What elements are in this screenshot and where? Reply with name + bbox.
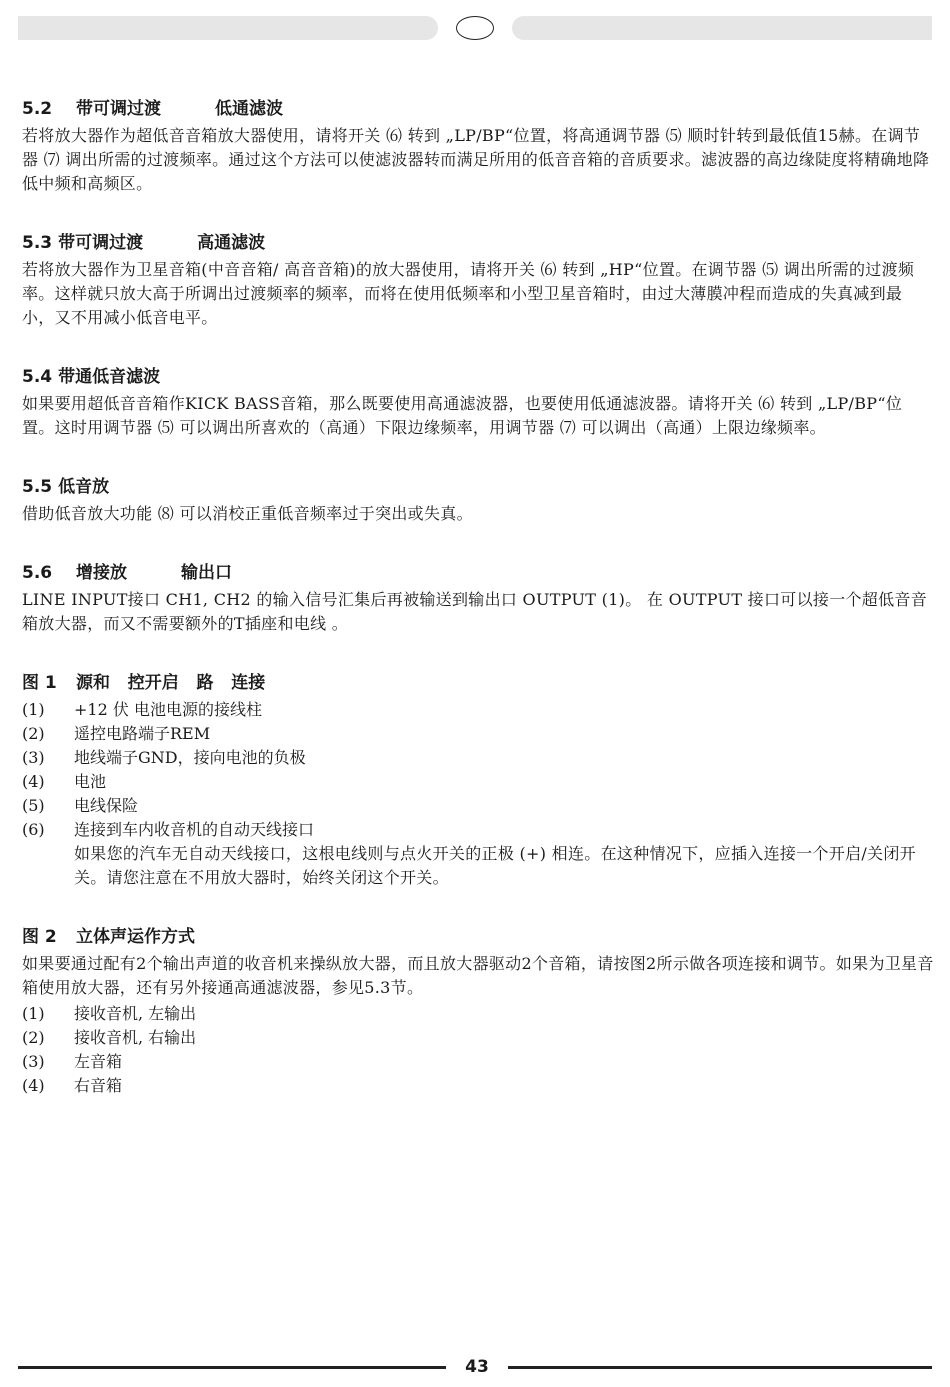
list-text: 地线端子GND，接向电池的负极	[74, 748, 306, 767]
list-item	[22, 770, 934, 794]
figure-number: 图 1	[22, 673, 57, 693]
section-number: 5.6	[22, 563, 53, 583]
section-paragraph: 借助低音放大功能 ⑻ 可以消校正重低音频率过于突出或失真。	[22, 504, 473, 523]
section-heading	[22, 96, 934, 122]
header-bar-left	[18, 16, 438, 40]
list-item	[22, 1026, 934, 1050]
header-bar-right	[512, 16, 932, 40]
list-item	[22, 1002, 934, 1026]
section-title-2: 高通滤波	[197, 233, 266, 253]
list-index: (2)	[22, 724, 45, 743]
section-title-2: 低通滤波	[215, 99, 283, 119]
list-index: (4)	[22, 1076, 45, 1095]
footer-rule-right	[508, 1366, 932, 1369]
footer-rule-left	[18, 1366, 446, 1369]
section-number: 5.3	[22, 233, 53, 253]
figure-1-section	[22, 670, 934, 890]
figure-2-section	[22, 924, 934, 1098]
figure-number: 图 2	[22, 927, 57, 947]
list-text: 遥控电路端子REM	[74, 724, 211, 743]
section-paragraph: 若将放大器作为超低音音箱放大器使用，请将开关 ⑹ 转到 „LP/BP“位置，将高通调节器 ⑸ 顺时针转到最低值15赫。在调节器 ⑺ 调出所需的过渡频率。通过这个方法可以使滤波器转而满足所用的低音音箱的音质要求。滤波器的高边缘陡度将精确地降低中频和高频区。	[22, 126, 930, 193]
list-item	[22, 1050, 934, 1074]
figure-2-list	[22, 1002, 934, 1098]
figure-title: 立体声运作方式	[76, 927, 195, 947]
section-heading	[22, 560, 934, 586]
list-index: (3)	[22, 1052, 45, 1071]
section-paragraph: LINE INPUT接口 CH1, CH2 的输入信号汇集后再被输送到输出口 OUTPUT (1)。 在 OUTPUT 接口可以接一个超低音音箱放大器，而又不需要额外的T插座和电线 。	[22, 590, 927, 633]
list-index: (4)	[22, 772, 45, 791]
section-title: 带通低音滤波	[58, 367, 161, 387]
list-item	[22, 698, 934, 722]
figure-heading	[22, 670, 934, 696]
section-paragraph: 若将放大器作为卫星音箱(中音音箱/ 高音音箱)的放大器使用，请将开关 ⑹ 转到 „HP“位置。在调节器 ⑸ 调出所需的过渡频率。这样就只放大高于所调出过渡频率的频率，而将在使用低频率和小型卫星音箱时，由过大薄膜冲程而造成的失真减到最小，又不用减小低音电平。	[22, 260, 915, 327]
section-paragraph: 如果要用超低音音箱作KICK BASS音箱，那么既要使用高通滤波器，也要使用低通滤波器。请将开关 ⑹ 转到 „LP/BP“位置。这时用调节器 ⑸ 可以调出所喜欢的（高通）下限边缘频率，用调节器 ⑺ 可以调出（高通）上限边缘频率。	[22, 394, 903, 437]
section-5-2	[22, 96, 934, 196]
section-title: 增接放	[76, 563, 127, 583]
figure-1-note: 如果您的汽车无自动天线接口，这根电线则与点火开关的正极 (+) 相连。在这种情况下，应插入连接一个开启/关闭开关。请您注意在不用放大器时，始终关闭这个开关。	[74, 844, 916, 887]
list-item	[22, 818, 934, 842]
list-index: (2)	[22, 1028, 45, 1047]
section-5-6	[22, 560, 934, 636]
list-text: 接收音机, 左输出	[74, 1004, 197, 1023]
figure-heading	[22, 924, 934, 950]
figure-title: 源和 控开启 路 连接	[76, 673, 266, 693]
section-5-3	[22, 230, 934, 330]
list-item	[22, 1074, 934, 1098]
section-5-4	[22, 364, 934, 440]
section-5-5	[22, 474, 934, 526]
section-heading	[22, 364, 934, 390]
figure-1-list	[22, 698, 934, 842]
figure-2-paragraph: 如果要通过配有2个输出声道的收音机来操纵放大器，而且放大器驱动2个音箱，请按图2所示做各项连接和调节。如果为卫星音箱使用放大器，还有另外接通高通滤波器，参见5.3节。	[22, 954, 934, 997]
page-number: 43	[465, 1357, 489, 1377]
list-index: (1)	[22, 1004, 45, 1023]
list-item	[22, 722, 934, 746]
list-text: 左音箱	[74, 1052, 123, 1071]
list-text: 电线保险	[74, 796, 139, 815]
list-item	[22, 794, 934, 818]
section-title: 低音放	[58, 477, 110, 497]
list-text: 电池	[74, 772, 107, 791]
section-title: 带可调过渡	[76, 99, 161, 119]
section-number: 5.4	[22, 367, 53, 387]
language-badge-oval	[456, 16, 494, 40]
list-text: +12 伏 电池电源的接线柱	[74, 700, 262, 719]
list-index: (3)	[22, 748, 45, 767]
section-number: 5.2	[22, 99, 53, 119]
list-index: (5)	[22, 796, 45, 815]
section-heading	[22, 230, 934, 256]
section-title: 带可调过渡	[58, 233, 144, 253]
list-index: (1)	[22, 700, 45, 719]
document-body	[22, 96, 934, 1132]
list-text: 接收音机, 右输出	[74, 1028, 197, 1047]
list-text: 连接到车内收音机的自动天线接口	[74, 820, 315, 839]
section-heading	[22, 474, 934, 500]
list-text: 右音箱	[74, 1076, 123, 1095]
section-title-2: 输出口	[181, 563, 232, 583]
list-index: (6)	[22, 820, 45, 839]
section-number: 5.5	[22, 477, 53, 497]
list-item	[22, 746, 934, 770]
